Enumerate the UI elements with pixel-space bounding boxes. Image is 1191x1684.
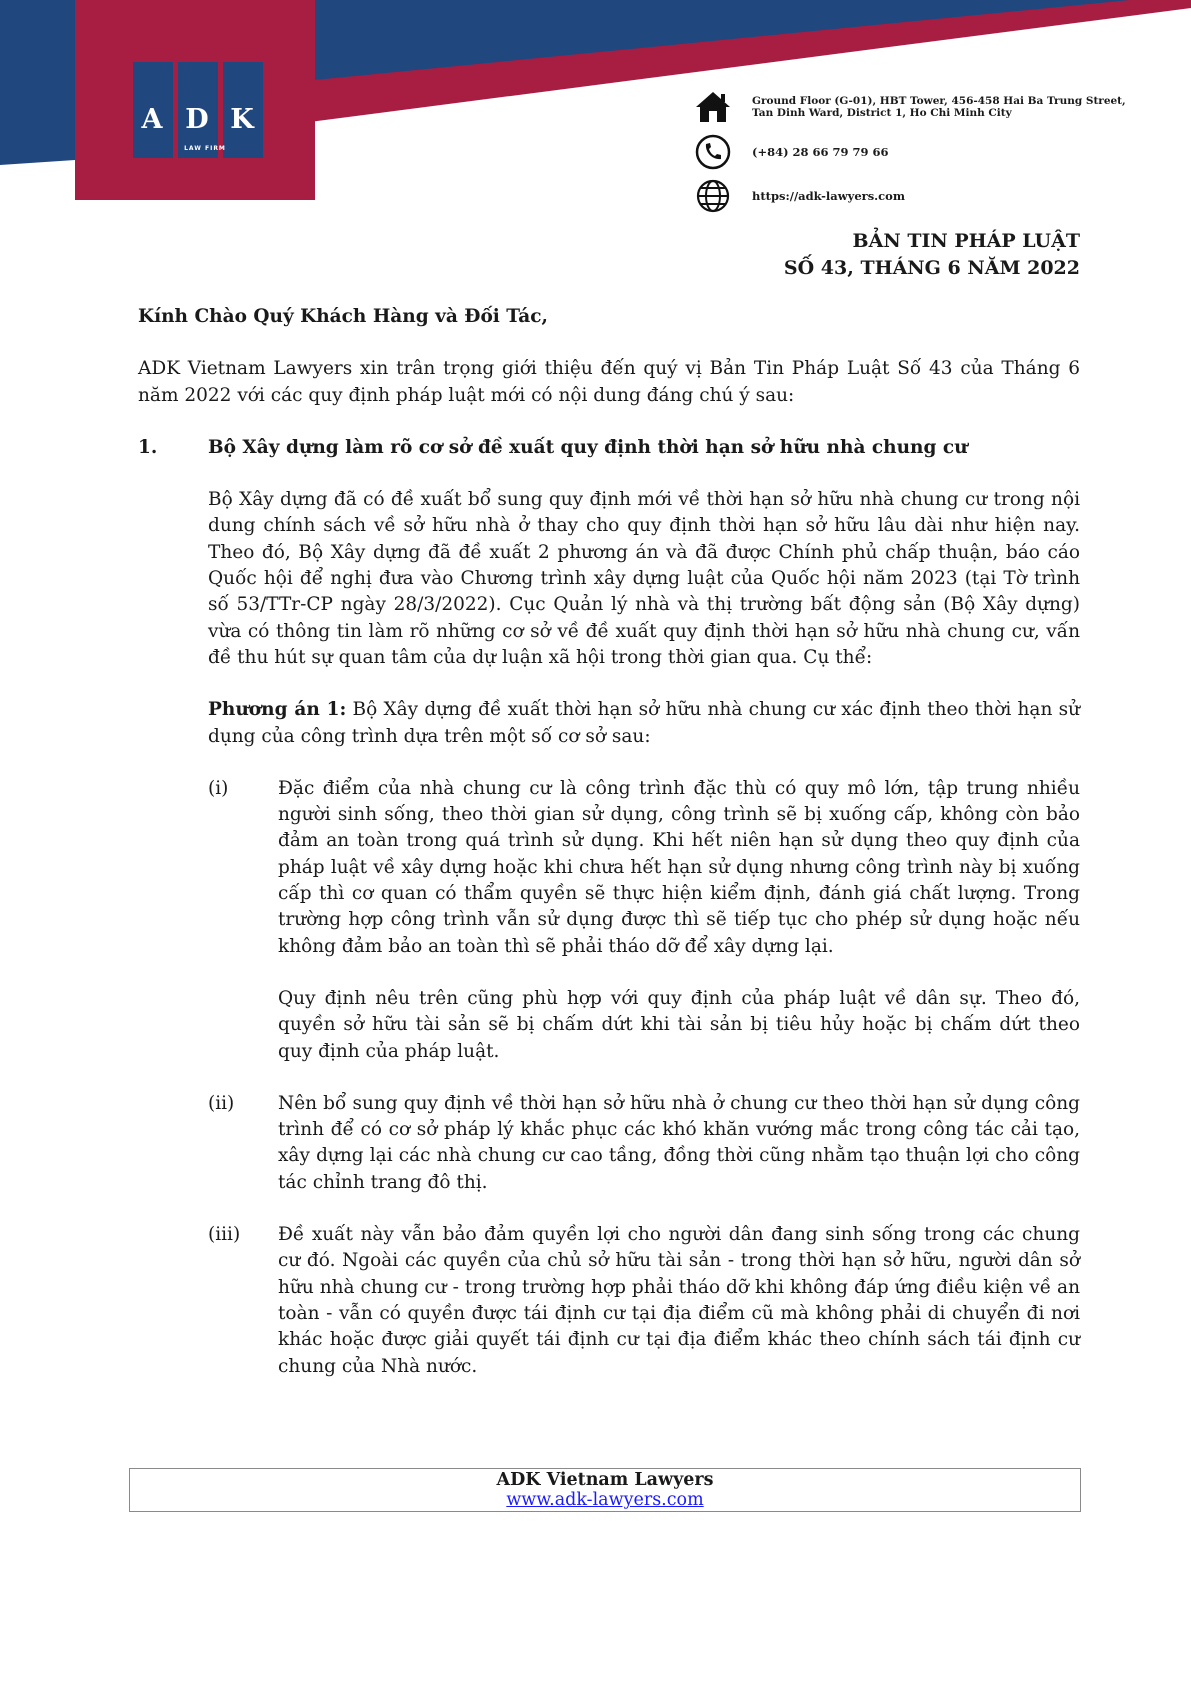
footer-box [129, 1468, 1081, 1512]
logo-letter-a: A [141, 104, 163, 135]
list-item-text: Đặc điểm của nhà chung cư là công trình đặc thù có quy mô lớn, tập trung nhiều người sinh sống, theo thời gian sử dụng, công trình sẽ bị xuống cấp, không còn bảo đảm an toàn trong quá trình sử dụng. Khi hết niên hạn sử dụng theo quy định của pháp luật về xây dựng hoặc khi chưa hết hạn sử dụng nhưng công trình này bị xuống cấp thì cơ quan có thẩm quyền sẽ thực hiện kiểm định, đánh giá chất lượng. Trong trường hợp công trình vẫn sử dụng được thì sẽ tiếp tục cho phép sử dụng hoặc nếu không đảm bảo an toàn thì sẽ phải tháo dỡ để xây dựng lại. [278, 777, 1080, 957]
address-line-1: Ground Floor (G-01), HBT Tower, 456-458 Hai Ba Trung Street, [752, 95, 1126, 107]
intro-paragraph: ADK Vietnam Lawyers xin trân trọng giới thiệu đến quý vị Bản Tin Pháp Luật Số 43 của Tháng 6 năm 2022 với các quy định pháp luật mới có nội dung đáng chú ý sau: [138, 358, 1080, 406]
list-item-text: Nên bổ sung quy định về thời hạn sở hữu nhà ở chung cư theo thời hạn sử dụng công trình để có cơ sở pháp lý khắc phục các khó khăn vướng mắc trong công tác cải tạo, xây dựng lại các nhà chung cư cao tầng, đồng thời cũng nhằm tạo thuận lợi cho công tác chỉnh trang đô thị. [278, 1092, 1080, 1193]
logo-subtitle: LAW FIRM [184, 145, 226, 152]
list-item-marker: (i) [208, 777, 229, 799]
list-item-text-continued: Quy định nêu trên cũng phù hợp với quy định của pháp luật về dân sự. Theo đó, quyền sở hữu tài sản sẽ bị chấm dứt khi tài sản bị tiêu hủy hoặc bị chấm dứt theo quy định của pháp luật. [278, 987, 1080, 1062]
logo-letter-k: K [230, 104, 254, 135]
list-item-marker: (iii) [208, 1224, 241, 1246]
phone-icon [694, 133, 732, 171]
website-url[interactable]: https://adk-lawyers.com [752, 189, 906, 203]
footer-website-link[interactable]: www.adk-lawyers.com [506, 1490, 704, 1510]
section-1-title: Bộ Xây dựng làm rõ cơ sở đề xuất quy định thời hạn sở hữu nhà chung cư [208, 436, 968, 458]
contact-phone [694, 133, 889, 171]
option-1-paragraph [208, 697, 1080, 750]
contact-address [694, 88, 1126, 126]
list-item-marker: (ii) [208, 1092, 235, 1114]
option-1-label: Phương án 1: [208, 699, 347, 721]
banner-navy-left [0, 0, 75, 165]
greeting: Kính Chào Quý Khách Hàng và Đối Tác, [138, 306, 548, 327]
phone-number: (+84) 28 66 79 79 66 [752, 145, 889, 159]
newsletter-title: BẢN TIN PHÁP LUẬT [852, 230, 1080, 252]
home-icon [694, 88, 732, 126]
address-line-2: Tan Dinh Ward, District 1, Ho Chi Minh City [752, 107, 1012, 119]
contact-website [694, 177, 905, 215]
newsletter-title-block [784, 228, 1080, 282]
section-1-body [208, 487, 1080, 1380]
list-item [208, 776, 1080, 1065]
option-1-text: Bộ Xây dựng đề xuất thời hạn sở hữu nhà chung cư xác định theo thời hạn sử dụng của công trình dựa trên một số cơ sở sau: [208, 699, 1081, 747]
section-1-number: 1. [138, 436, 158, 458]
list-item-text: Đề xuất này vẫn bảo đảm quyền lợi cho người dân đang sinh sống trong các chung cư đó. Ngoài các quyền của chủ sở hữu tài sản - trong thời hạn sở hữu, người dân sở hữu nhà chung cư - trong trường hợp phải tháo dỡ khi không đáp ứng điều kiện về an toàn - vẫn có quyền được tái định cư tại địa điểm cũ mà không phải di chuyển đi nơi khác hoặc được giải quyết tái định cư tại địa điểm khác theo chính sách tái định cư chung của Nhà nước. [278, 1224, 1080, 1377]
section-1-heading [138, 435, 1080, 461]
globe-icon [694, 177, 732, 215]
logo [132, 104, 262, 135]
logo-letter-d: D [185, 104, 209, 135]
list-item [208, 1222, 1080, 1380]
footer-firm-name: ADK Vietnam Lawyers [496, 1470, 714, 1490]
document-body [138, 304, 1080, 1406]
newsletter-issue: SỐ 43, THÁNG 6 NĂM 2022 [783, 257, 1080, 279]
section-1-paragraph: Bộ Xây dựng đã có đề xuất bổ sung quy định mới về thời hạn sở hữu nhà chung cư trong nội dung chính sách về sở hữu nhà ở thay cho quy định thời hạn sở hữu lâu dài như hiện nay. Theo đó, Bộ Xây dựng đã đề xuất 2 phương án và đã được Chính phủ chấp thuận, báo cáo Quốc hội để nghị đưa vào Chương trình xây dựng luật của Quốc hội năm 2023 (tại Tờ trình số 53/TTr-CP ngày 28/3/2022). Cục Quản lý nhà và thị trường bất động sản (Bộ Xây dựng) vừa có thông tin làm rõ những cơ sở về đề xuất quy định thời hạn sở hữu nhà chung cư, vấn đề thu hút sự quan tâm của dự luận xã hội trong thời gian qua. Cụ thể: [208, 489, 1080, 668]
list-item [208, 1091, 1080, 1196]
